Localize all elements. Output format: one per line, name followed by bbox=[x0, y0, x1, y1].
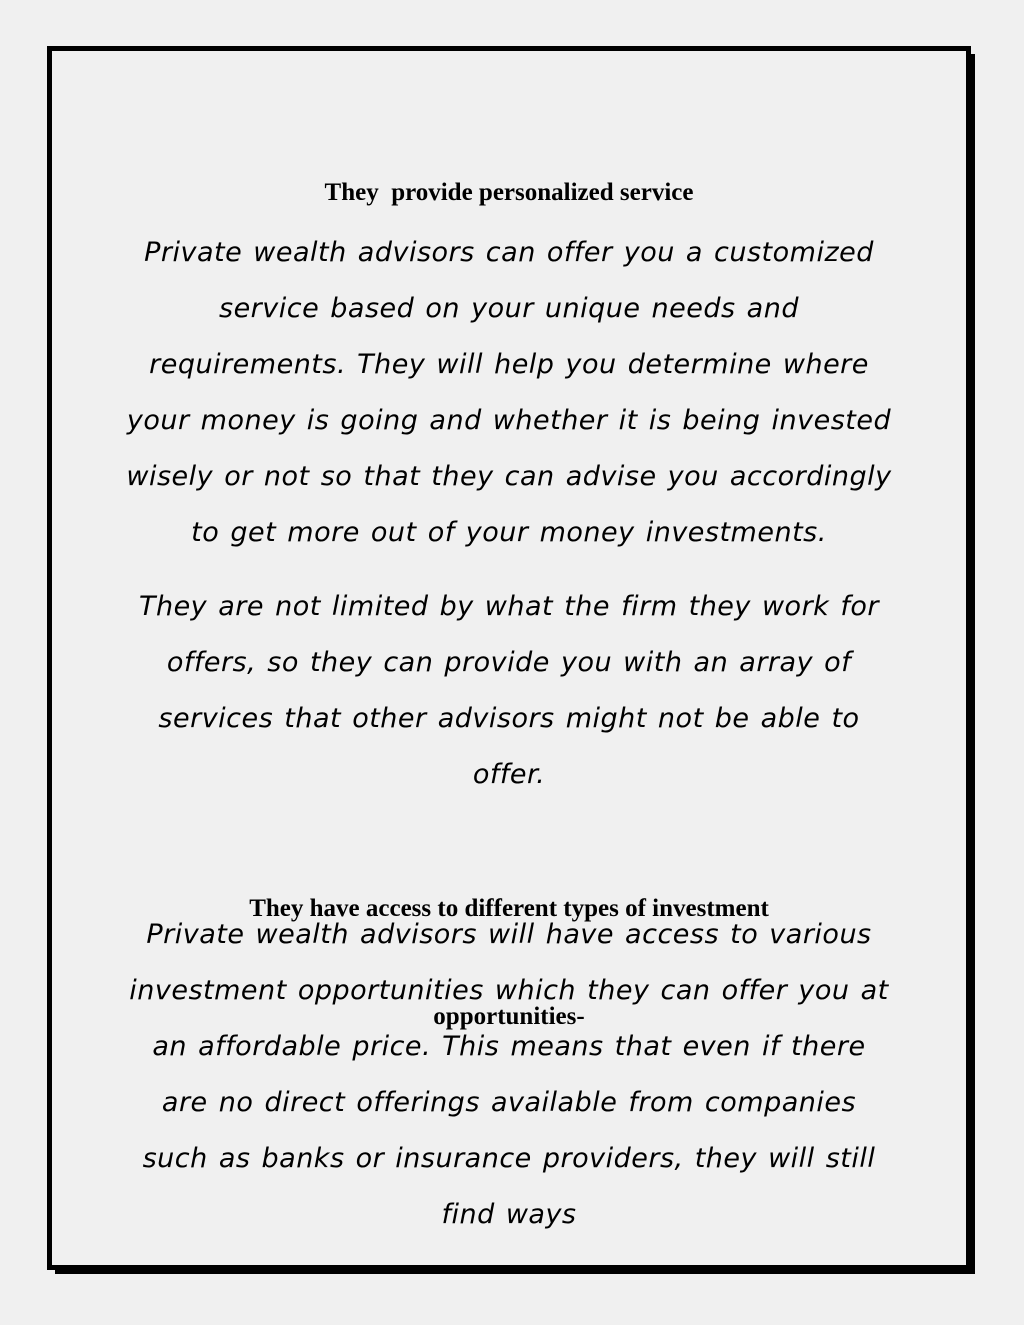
section-heading-line-1: They have access to different types of investment bbox=[249, 895, 769, 922]
paragraph-customized-service: Private wealth advisors can offer you a customized service based on your unique needs and requirements. They will help you determine where your money is going and whether it is being invested wisely or not so that they can advise you accordingly to get more out of your money investments. bbox=[126, 237, 892, 548]
section-heading-line-2: opportunities- bbox=[433, 1003, 585, 1030]
section-heading-personalized-service: They provide personalized service bbox=[324, 179, 694, 206]
paragraph-not-limited-by-firm: They are not limited by what the firm they work for offers, so they can provide you with an array of services that other advisors might not be able to offer. bbox=[138, 591, 880, 790]
page-frame bbox=[47, 46, 971, 1270]
paragraph-investment-access: Private wealth advisors will have access to various investment opportunities which they can offer you at an affordable price. This means that even if there are no direct offerings available from companies such as banks or insurance providers, they will still find ways bbox=[129, 919, 889, 1230]
